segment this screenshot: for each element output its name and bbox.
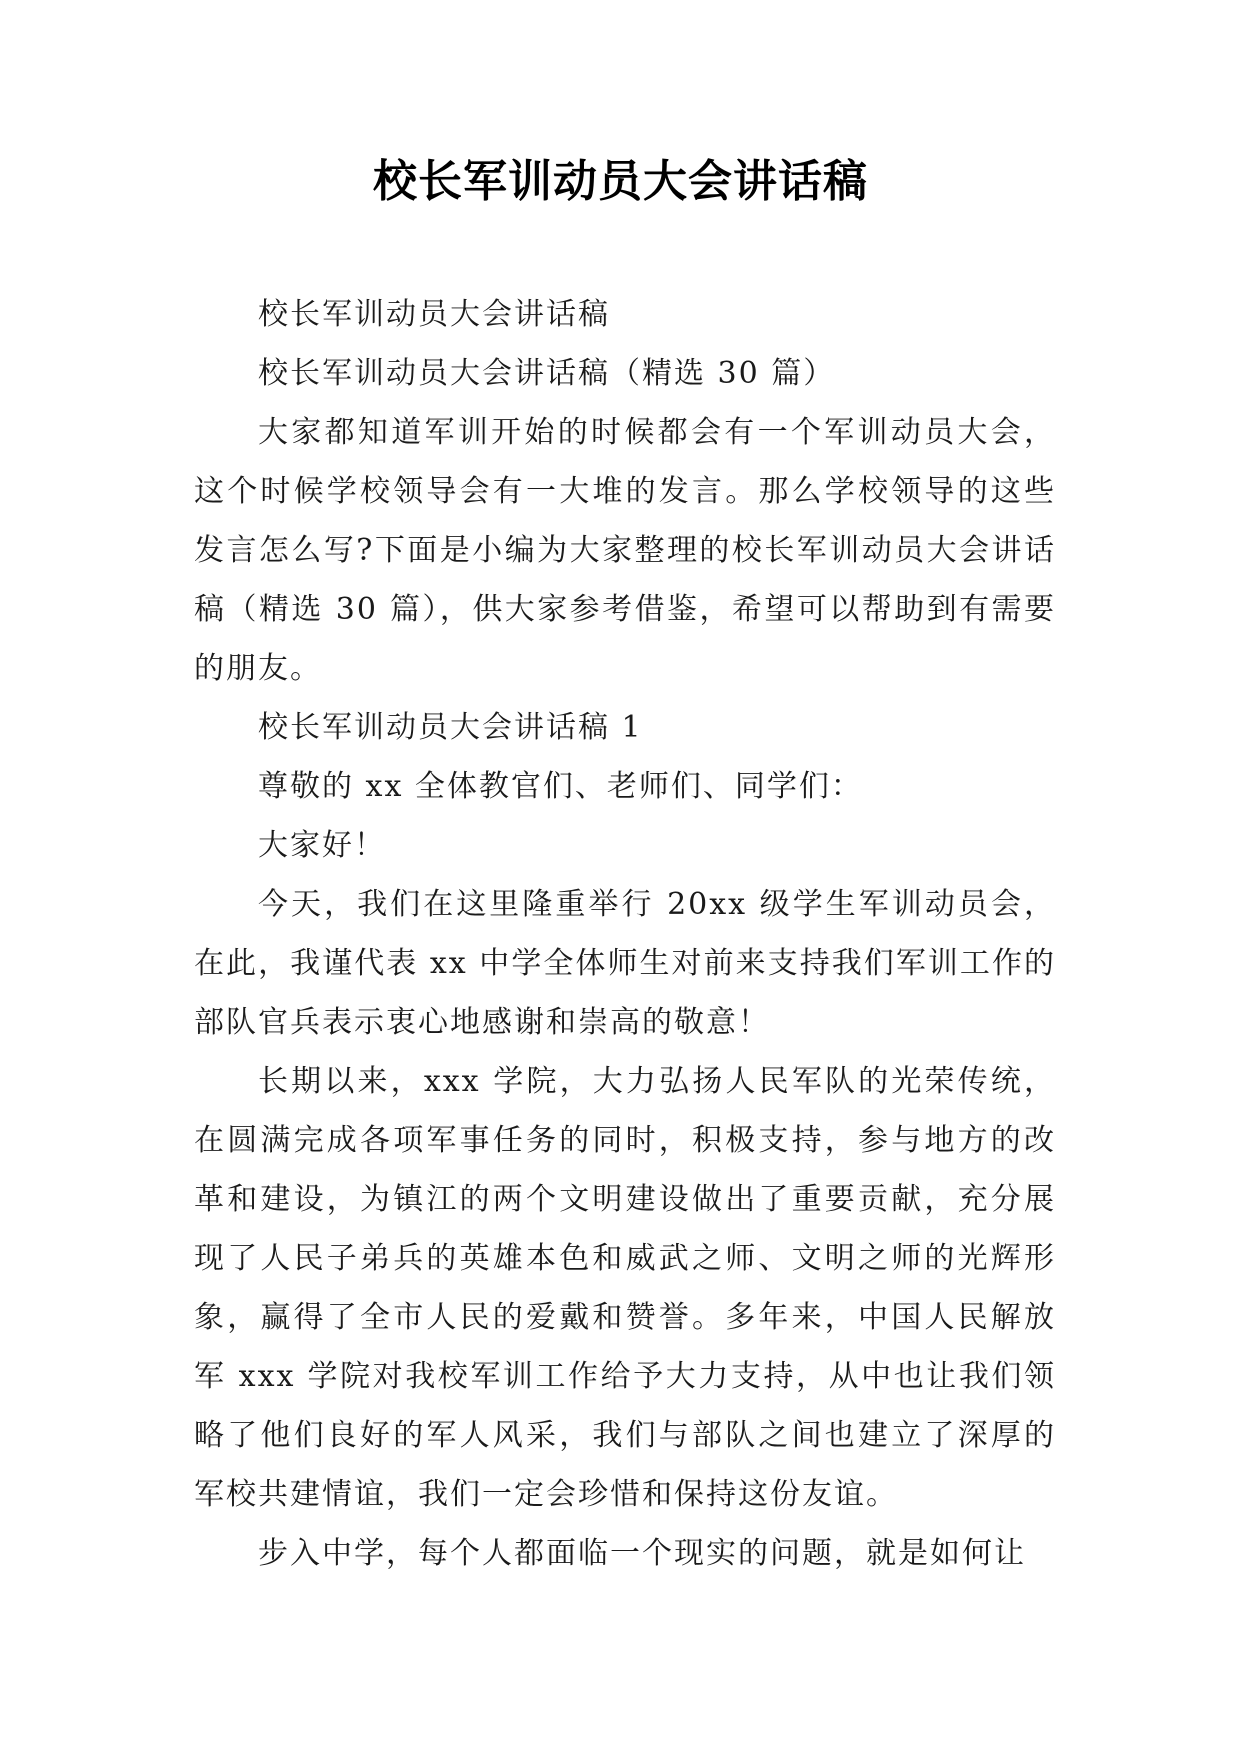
speech-heading: 校长军训动员大会讲话稿 1 — [258, 710, 643, 745]
salutation: 尊敬的 xx 全体教官们、老师们、同学们： — [258, 769, 863, 804]
greeting: 大家好！ — [258, 828, 386, 863]
document-body — [194, 285, 1056, 1583]
body-paragraph: 长期以来，xxx 学院，大力弘扬人民军队的光荣传统，在圆满完成各项军事任务的同时，积极支持，参与地方的改革和建设，为镇江的两个文明建设做出了重要贡献，充分展现了人民子弟兵的英雄本色和威武之师、文明之师的光辉形象，赢得了全市人民的爱戴和赞誉。多年来，中国人民解放军 xxx 学院对我校军训工作给予大力支持，从中也让我们领略了他们良好的军人风采，我们与部队之间也建立了深厚的军校共建情谊，我们一定会珍惜和保持这份友谊。 — [194, 1064, 1056, 1512]
intro-paragraph: 大家都知道军训开始的时候都会有一个军训动员大会，这个时候学校领导会有一大堆的发言。那么学校领导的这些发言怎么写?下面是小编为大家整理的校长军训动员大会讲话稿（精选 30 篇），供大家参考借鉴，希望可以帮助到有需要的朋友。 — [194, 415, 1056, 686]
body-paragraph: 今天，我们在这里隆重举行 20xx 级学生军训动员会，在此，我谨代表 xx 中学全体师生对前来支持我们军训工作的部队官兵表示衷心地感谢和崇高的敬意！ — [194, 887, 1056, 1040]
document-title: 校长军训动员大会讲话稿 — [373, 156, 868, 207]
subtitle-paragraph: 校长军训动员大会讲话稿 — [258, 297, 610, 332]
body-paragraph: 步入中学，每个人都面临一个现实的问题，就是如何让 — [258, 1536, 1026, 1571]
collection-heading: 校长军训动员大会讲话稿（精选 30 篇） — [258, 356, 836, 391]
